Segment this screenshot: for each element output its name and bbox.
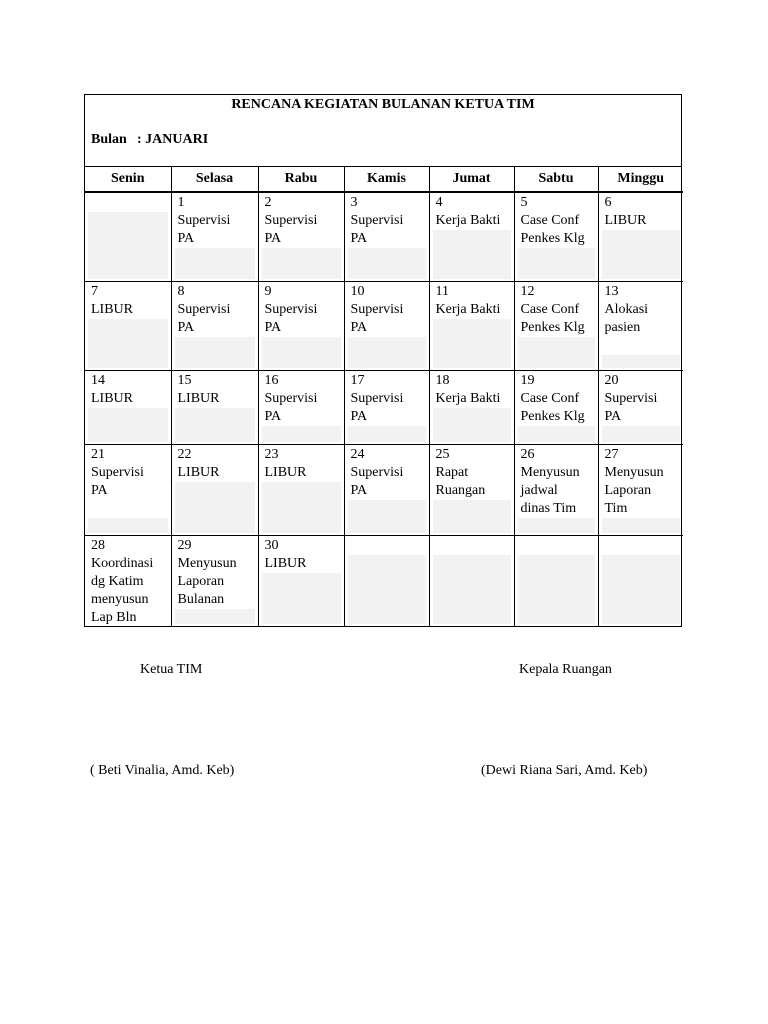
calendar-day-entry: 7 LIBUR — [88, 283, 168, 319]
calendar-day-entry: 21 Supervisi PA — [88, 446, 168, 518]
document-header — [85, 95, 681, 167]
month-value: JANUARI — [145, 132, 209, 147]
calendar-day-cell — [85, 371, 171, 445]
calendar-day-entry: 26 Menyusun jadwal dinas Tim — [518, 446, 595, 518]
month-separator: : — [137, 132, 142, 147]
calendar-day-cell — [258, 282, 344, 371]
calendar-day-entry: 25 Rapat Ruangan — [433, 446, 511, 500]
calendar-day-entry: 14 LIBUR — [88, 372, 168, 408]
calendar-week-row — [85, 282, 683, 371]
calendar-day-entry: 1 Supervisi PA — [175, 194, 255, 248]
day-header-minggu: Minggu — [598, 167, 683, 192]
calendar-day-cell — [429, 536, 514, 627]
calendar-day-entry: 6 LIBUR — [602, 194, 681, 230]
calendar-day-cell — [258, 192, 344, 282]
calendar-day-cell — [171, 192, 258, 282]
calendar-day-cell — [514, 282, 598, 371]
calendar-day-cell — [598, 536, 683, 627]
calendar-day-cell — [598, 192, 683, 282]
calendar-day-cell — [429, 371, 514, 445]
calendar-week-row — [85, 536, 683, 627]
calendar-day-entry: 19 Case Conf Penkes Klg — [518, 372, 595, 426]
day-header-sabtu: Sabtu — [514, 167, 598, 192]
calendar-day-cell — [514, 371, 598, 445]
calendar-day-entry: 27 Menyusun Laporan Tim — [602, 446, 681, 518]
calendar-day-cell — [598, 371, 683, 445]
calendar-day-entry: 3 Supervisi PA — [348, 194, 426, 248]
signer-left-role: Ketua TIM — [140, 662, 203, 677]
calendar-day-entry: 8 Supervisi PA — [175, 283, 255, 337]
calendar-day-cell — [514, 445, 598, 536]
activity-plan-sheet — [84, 94, 682, 627]
calendar-day-cell — [171, 445, 258, 536]
day-header-selasa: Selasa — [171, 167, 258, 192]
signer-left-name: ( Beti Vinalia, Amd. Keb) — [90, 763, 235, 778]
calendar-day-entry: 30 LIBUR — [262, 537, 341, 573]
calendar-day-entry: 28 Koordinasi dg Katim menyusun Lap Bln — [88, 537, 168, 624]
calendar-day-cell — [171, 282, 258, 371]
calendar-day-entry: 16 Supervisi PA — [262, 372, 341, 426]
calendar-day-cell — [258, 445, 344, 536]
calendar-day-entry: 18 Kerja Bakti — [433, 372, 511, 408]
calendar-day-cell — [344, 371, 429, 445]
signer-right-name: (Dewi Riana Sari, Amd. Keb) — [481, 763, 648, 778]
calendar-day-entry: 29 Menyusun Laporan Bulanan — [175, 537, 255, 609]
calendar-day-entry: 10 Supervisi PA — [348, 283, 426, 337]
month-line — [91, 132, 208, 148]
day-header-rabu: Rabu — [258, 167, 344, 192]
calendar-day-cell — [85, 536, 171, 627]
day-header-jumat: Jumat — [429, 167, 514, 192]
calendar-day-entry: 15 LIBUR — [175, 372, 255, 408]
calendar-day-entry: 23 LIBUR — [262, 446, 341, 482]
calendar-day-cell — [514, 536, 598, 627]
calendar-day-entry: 5 Case Conf Penkes Klg — [518, 194, 595, 248]
signer-right-role: Kepala Ruangan — [519, 662, 612, 677]
calendar-day-cell — [344, 536, 429, 627]
day-header-kamis: Kamis — [344, 167, 429, 192]
calendar-day-entry: 20 Supervisi PA — [602, 372, 681, 426]
calendar-day-entry: 24 Supervisi PA — [348, 446, 426, 500]
calendar-week-row — [85, 445, 683, 536]
calendar-week-row — [85, 371, 683, 445]
calendar-day-cell — [171, 371, 258, 445]
calendar-day-cell — [85, 192, 171, 282]
calendar-day-cell — [429, 282, 514, 371]
calendar-day-entry: 22 LIBUR — [175, 446, 255, 482]
calendar-day-cell — [258, 371, 344, 445]
calendar-day-cell — [514, 192, 598, 282]
calendar-day-entry: 9 Supervisi PA — [262, 283, 341, 337]
calendar-day-cell — [429, 192, 514, 282]
calendar-day-entry: 17 Supervisi PA — [348, 372, 426, 426]
calendar-day-entry — [88, 194, 168, 212]
calendar-day-cell — [598, 445, 683, 536]
calendar-day-entry: 12 Case Conf Penkes Klg — [518, 283, 595, 337]
month-label: Bulan — [91, 132, 127, 147]
calendar-day-entry — [433, 537, 511, 555]
calendar-day-cell — [344, 192, 429, 282]
day-header-senin: Senin — [85, 167, 171, 192]
document-title: RENCANA KEGIATAN BULANAN KETUA TIM — [231, 97, 535, 112]
calendar-day-entry — [602, 537, 681, 555]
calendar-day-entry — [518, 537, 595, 555]
calendar-day-entry: 4 Kerja Bakti — [433, 194, 511, 230]
calendar-day-entry: 13 Alokasi pasien — [602, 283, 681, 355]
calendar-day-cell — [258, 536, 344, 627]
calendar-day-entry: 2 Supervisi PA — [262, 194, 341, 248]
calendar-day-cell — [85, 282, 171, 371]
calendar-day-entry: 11 Kerja Bakti — [433, 283, 511, 319]
calendar-day-cell — [344, 282, 429, 371]
calendar-day-cell — [171, 536, 258, 627]
day-header-row — [85, 167, 683, 192]
calendar-day-entry — [348, 537, 426, 555]
calendar-week-row — [85, 192, 683, 282]
calendar-day-cell — [598, 282, 683, 371]
monthly-calendar-table — [85, 167, 683, 626]
calendar-day-cell — [344, 445, 429, 536]
calendar-day-cell — [429, 445, 514, 536]
calendar-day-cell — [85, 445, 171, 536]
